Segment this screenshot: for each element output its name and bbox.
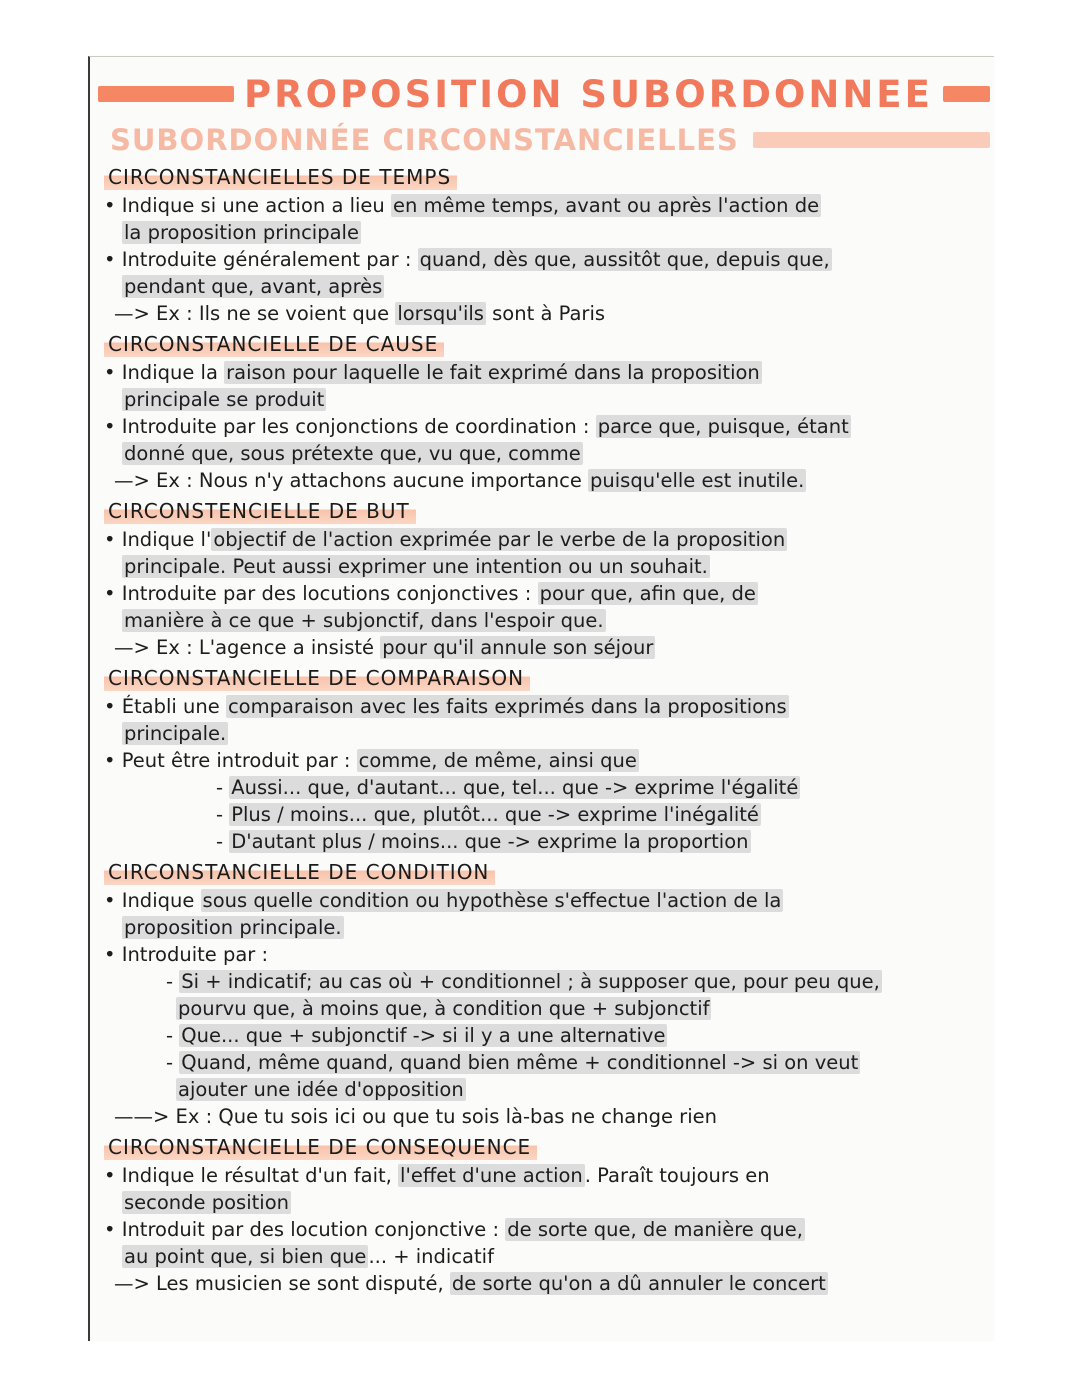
line-text: —> Ex : L'agence a insisté: [114, 636, 381, 659]
line-text: • Introduite par des locutions conjonctives :: [104, 582, 538, 605]
highlighted-text: ajouter une idée d'opposition: [178, 1078, 464, 1101]
note-line: [104, 219, 984, 246]
subtitle-row: [110, 120, 990, 160]
highlighted-text: principale se produit: [124, 388, 325, 411]
note-line: [104, 273, 984, 300]
highlighted-text: parce que, puisque, étant: [597, 415, 849, 438]
note-line: [104, 634, 984, 661]
note-line: [104, 440, 984, 467]
note-line: [104, 1103, 984, 1130]
section-heading: CIRCONSTANCIELLE DE COMPARAISON: [104, 665, 530, 691]
highlighted-text: D'autant plus / moins... que -> exprime la proportion: [231, 830, 749, 853]
note-line: [104, 914, 984, 941]
highlighted-text: pour que, afin que, de: [539, 582, 756, 605]
section-circonstancielle-de-comparaison: [104, 661, 984, 855]
line-text: -: [166, 1024, 180, 1047]
note-line: [104, 300, 984, 327]
line-text: • Introduite généralement par :: [104, 248, 418, 271]
highlighted-text: puisqu'elle est inutile.: [590, 469, 805, 492]
section-heading: CIRCONSTANCIELLE DE CONSEQUENCE: [104, 1134, 537, 1160]
highlighted-text: pour qu'il annule son séjour: [382, 636, 654, 659]
line-text: • Indique si une action a lieu: [104, 194, 391, 217]
highlighted-text: principale. Peut aussi exprimer une intention ou un souhait.: [124, 555, 708, 578]
notes-content: [104, 160, 984, 1297]
note-line: [104, 1243, 984, 1270]
highlighted-text: principale.: [124, 722, 227, 745]
note-line: [104, 413, 984, 440]
note-line: [104, 693, 984, 720]
note-line: [104, 747, 984, 774]
line-text: ... + indicatif: [368, 1245, 494, 1268]
line-text: • Indique l': [104, 528, 212, 551]
highlighted-text: Que... que + subjonctif -> si il y a une alternative: [181, 1024, 666, 1047]
highlighted-text: Plus / moins... que, plutôt... que -> exprime l'inégalité: [231, 803, 759, 826]
note-line: [104, 1076, 984, 1103]
note-line: [104, 1162, 984, 1189]
section-heading: CIRCONSTANCIELLE DE CONDITION: [104, 859, 495, 885]
line-text: -: [216, 830, 230, 853]
highlighted-text: donné que, sous prétexte que, vu que, comme: [124, 442, 581, 465]
highlighted-text: de sorte qu'on a dû annuler le concert: [451, 1272, 826, 1295]
line-text: —> Ex : Nous n'y attachons aucune importance: [114, 469, 589, 492]
highlighted-text: comparaison avec les faits exprimés dans la propositions: [227, 695, 787, 718]
page-title: PROPOSITION SUBORDONNEE: [244, 72, 933, 116]
note-line: [104, 941, 984, 968]
page-subtitle: SUBORDONNÉE CIRCONSTANCIELLES: [110, 123, 739, 157]
section-circonstencielle-de-but: [104, 494, 984, 661]
section-heading: CIRCONSTANCIELLES DE TEMPS: [104, 164, 457, 190]
line-text: —> Ex : Ils ne se voient que: [114, 302, 396, 325]
line-text: -: [216, 803, 230, 826]
highlighted-text: sous quelle condition ou hypothèse s'effectue l'action de la: [202, 889, 782, 912]
section-heading: CIRCONSTENCIELLE DE BUT: [104, 498, 416, 524]
line-text: • Indique le résultat d'un fait,: [104, 1164, 399, 1187]
highlighted-text: quand, dès que, aussitôt que, depuis que,: [419, 248, 830, 271]
section-heading: CIRCONSTANCIELLE DE CAUSE: [104, 331, 444, 357]
note-line: [104, 774, 984, 801]
title-bar-left: [98, 86, 234, 102]
note-line: [104, 1022, 984, 1049]
highlighted-text: pourvu que, à moins que, à condition que + subjonctif: [178, 997, 710, 1020]
line-text: -: [216, 776, 230, 799]
line-text: • Indique: [104, 889, 201, 912]
note-line: [104, 246, 984, 273]
note-line: [104, 1216, 984, 1243]
highlighted-text: manière à ce que + subjonctif, dans l'espoir que.: [124, 609, 604, 632]
note-line: [104, 580, 984, 607]
highlighted-text: Si + indicatif; au cas où + conditionnel ; à supposer que, pour peu que,: [181, 970, 880, 993]
note-line: [104, 553, 984, 580]
line-text: • Indique la: [104, 361, 225, 384]
highlighted-text: objectif de l'action exprimée par le verbe de la proposition: [213, 528, 786, 551]
section-circonstancielle-de-consequence: [104, 1130, 984, 1297]
section-circonstancielles-de-temps: [104, 160, 984, 327]
note-line: [104, 828, 984, 855]
highlighted-text: raison pour laquelle le fait exprimé dans la proposition: [226, 361, 760, 384]
line-text: • Introduit par des locution conjonctive :: [104, 1218, 506, 1241]
line-text: • Introduite par :: [104, 943, 269, 966]
line-text: -: [166, 1051, 180, 1074]
note-line: [104, 1049, 984, 1076]
highlighted-text: pendant que, avant, après: [124, 275, 383, 298]
note-line: [104, 720, 984, 747]
highlighted-text: de sorte que, de manière que,: [507, 1218, 803, 1241]
note-line: [104, 386, 984, 413]
note-line: [104, 801, 984, 828]
line-text: . Paraît toujours en: [584, 1164, 770, 1187]
note-line: [104, 887, 984, 914]
line-text: • Peut être introduit par :: [104, 749, 357, 772]
note-line: [104, 359, 984, 386]
line-text: • Introduite par les conjonctions de coordination :: [104, 415, 596, 438]
highlighted-text: l'effet d'une action: [400, 1164, 583, 1187]
highlighted-text: Quand, même quand, quand bien même + conditionnel -> si on veut: [181, 1051, 859, 1074]
title-row: [98, 72, 990, 116]
highlighted-text: Aussi... que, d'autant... que, tel... que -> exprime l'égalité: [231, 776, 799, 799]
note-line: [104, 995, 984, 1022]
highlighted-text: proposition principale.: [124, 916, 342, 939]
note-line: [104, 467, 984, 494]
note-line: [104, 526, 984, 553]
line-text: -: [166, 970, 180, 993]
section-circonstancielle-de-cause: [104, 327, 984, 494]
line-text: sont à Paris: [485, 302, 606, 325]
line-text: • Établi une: [104, 695, 226, 718]
highlighted-text: au point que, si bien que: [124, 1245, 367, 1268]
line-text: ——> Ex : Que tu sois ici ou que tu sois là-bas ne change rien: [114, 1105, 717, 1128]
highlighted-text: la proposition principale: [124, 221, 359, 244]
highlighted-text: seconde position: [124, 1191, 289, 1214]
note-line: [104, 1270, 984, 1297]
highlighted-text: lorsqu'ils: [397, 302, 484, 325]
subtitle-bar: [753, 132, 990, 148]
note-line: [104, 192, 984, 219]
note-line: [104, 607, 984, 634]
title-bar-right: [943, 86, 990, 102]
note-line: [104, 1189, 984, 1216]
note-line: [104, 968, 984, 995]
section-circonstancielle-de-condition: [104, 855, 984, 1130]
highlighted-text: comme, de même, ainsi que: [358, 749, 637, 772]
highlighted-text: en même temps, avant ou après l'action de: [393, 194, 820, 217]
line-text: —> Les musicien se sont disputé,: [114, 1272, 450, 1295]
